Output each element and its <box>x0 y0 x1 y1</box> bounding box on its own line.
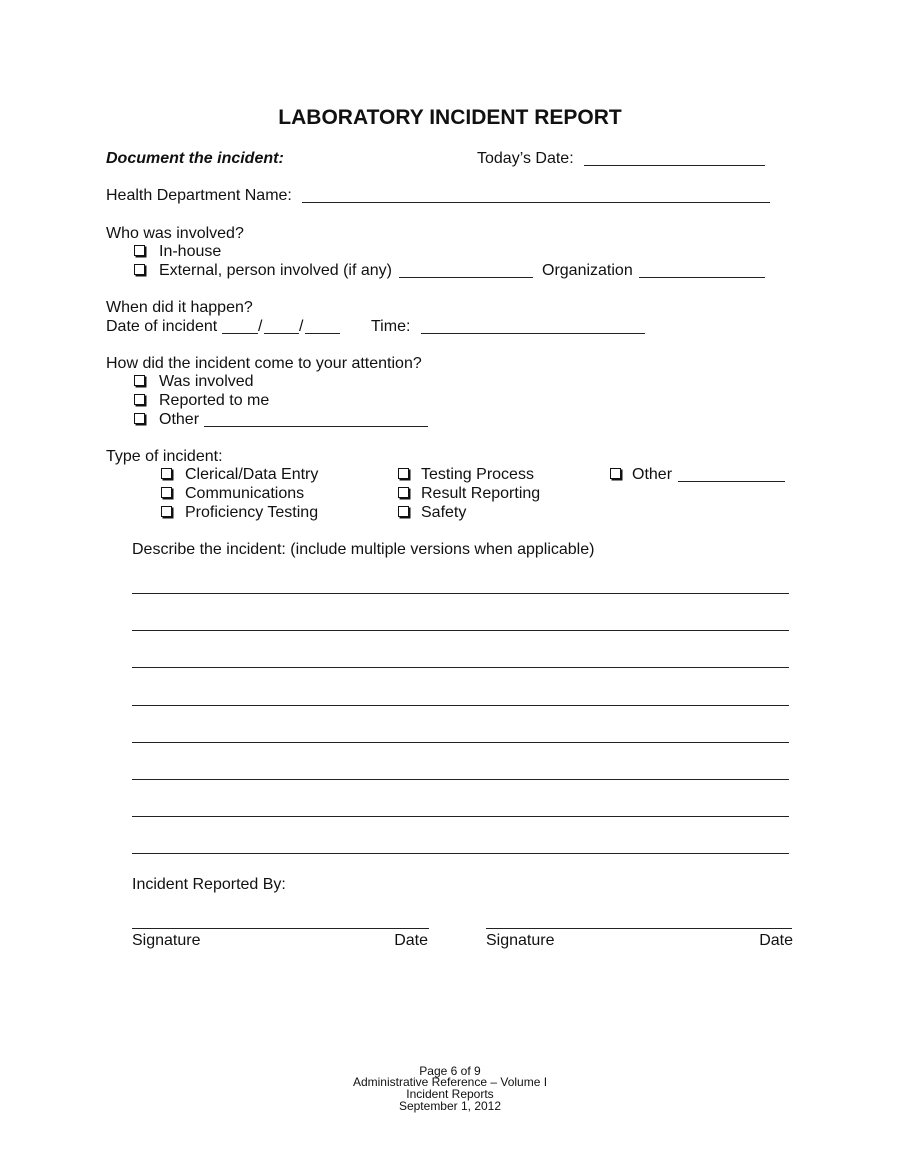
signature-label: Signature <box>132 932 201 949</box>
proficiency-label: Proficiency Testing <box>185 504 319 521</box>
date-separator: / <box>258 318 263 335</box>
date-label: Date <box>394 932 428 949</box>
attention-other-field[interactable] <box>204 426 428 427</box>
when-question: When did it happen? <box>106 299 253 316</box>
testing-process-checkbox[interactable] <box>398 468 409 479</box>
inhouse-checkbox[interactable] <box>134 245 145 256</box>
clerical-label: Clerical/Data Entry <box>185 466 319 483</box>
todays-date-label: Today’s Date: <box>477 150 574 167</box>
description-line[interactable] <box>132 816 789 817</box>
date-separator: / <box>299 318 304 335</box>
page-title: LABORATORY INCIDENT REPORT <box>278 106 622 129</box>
description-line[interactable] <box>132 630 789 631</box>
external-checkbox[interactable] <box>134 264 145 275</box>
date-of-incident-label: Date of incident <box>106 318 218 335</box>
footer-date: September 1, 2012 <box>398 1099 502 1113</box>
signature-line-2[interactable] <box>486 928 792 929</box>
date-label: Date <box>759 932 793 949</box>
communications-checkbox[interactable] <box>161 487 172 498</box>
attention-question: How did the incident come to your attention? <box>106 355 422 372</box>
inhouse-label: In-house <box>159 243 222 260</box>
todays-date-field[interactable] <box>584 165 765 166</box>
health-department-field[interactable] <box>302 202 770 203</box>
description-line[interactable] <box>132 853 789 854</box>
description-line[interactable] <box>132 779 789 780</box>
communications-label: Communications <box>185 485 305 502</box>
describe-label: Describe the incident: (include multiple versions when applicable) <box>132 541 595 558</box>
reported-to-me-checkbox[interactable] <box>134 394 145 405</box>
description-line[interactable] <box>132 742 789 743</box>
result-reporting-label: Result Reporting <box>421 485 541 502</box>
document-label: Document the incident: <box>106 150 284 167</box>
attention-other-checkbox[interactable] <box>134 413 145 424</box>
safety-checkbox[interactable] <box>398 506 409 517</box>
type-other-field[interactable] <box>678 481 785 482</box>
time-field[interactable] <box>421 333 645 334</box>
type-other-label: Other <box>632 466 673 483</box>
safety-label: Safety <box>421 504 467 521</box>
organization-label: Organization <box>542 262 633 279</box>
proficiency-checkbox[interactable] <box>161 506 172 517</box>
was-involved-checkbox[interactable] <box>134 375 145 386</box>
description-line[interactable] <box>132 667 789 668</box>
description-line[interactable] <box>132 593 789 594</box>
type-label: Type of incident: <box>106 448 223 465</box>
date-month-field[interactable] <box>222 333 258 334</box>
date-day-field[interactable] <box>264 333 299 334</box>
footer-page-number: Page 6 of 9 <box>419 1064 481 1078</box>
signature-line-1[interactable] <box>132 928 429 929</box>
footer-reference: Administrative Reference – Volume I <box>352 1075 548 1089</box>
result-reporting-checkbox[interactable] <box>398 487 409 498</box>
signature-label: Signature <box>486 932 555 949</box>
organization-field[interactable] <box>639 277 765 278</box>
was-involved-label: Was involved <box>159 373 254 390</box>
external-label: External, person involved (if any) <box>159 262 392 279</box>
reported-to-me-label: Reported to me <box>159 392 270 409</box>
attention-other-label: Other <box>159 411 200 428</box>
type-other-checkbox[interactable] <box>610 468 621 479</box>
time-label: Time: <box>371 318 411 335</box>
reported-by-label: Incident Reported By: <box>132 876 286 893</box>
external-person-field[interactable] <box>399 277 533 278</box>
footer-section: Incident Reports <box>406 1087 494 1101</box>
health-department-label: Health Department Name: <box>106 187 292 204</box>
date-year-field[interactable] <box>305 333 340 334</box>
who-question: Who was involved? <box>106 225 244 242</box>
description-line[interactable] <box>132 705 789 706</box>
clerical-checkbox[interactable] <box>161 468 172 479</box>
testing-process-label: Testing Process <box>421 466 534 483</box>
